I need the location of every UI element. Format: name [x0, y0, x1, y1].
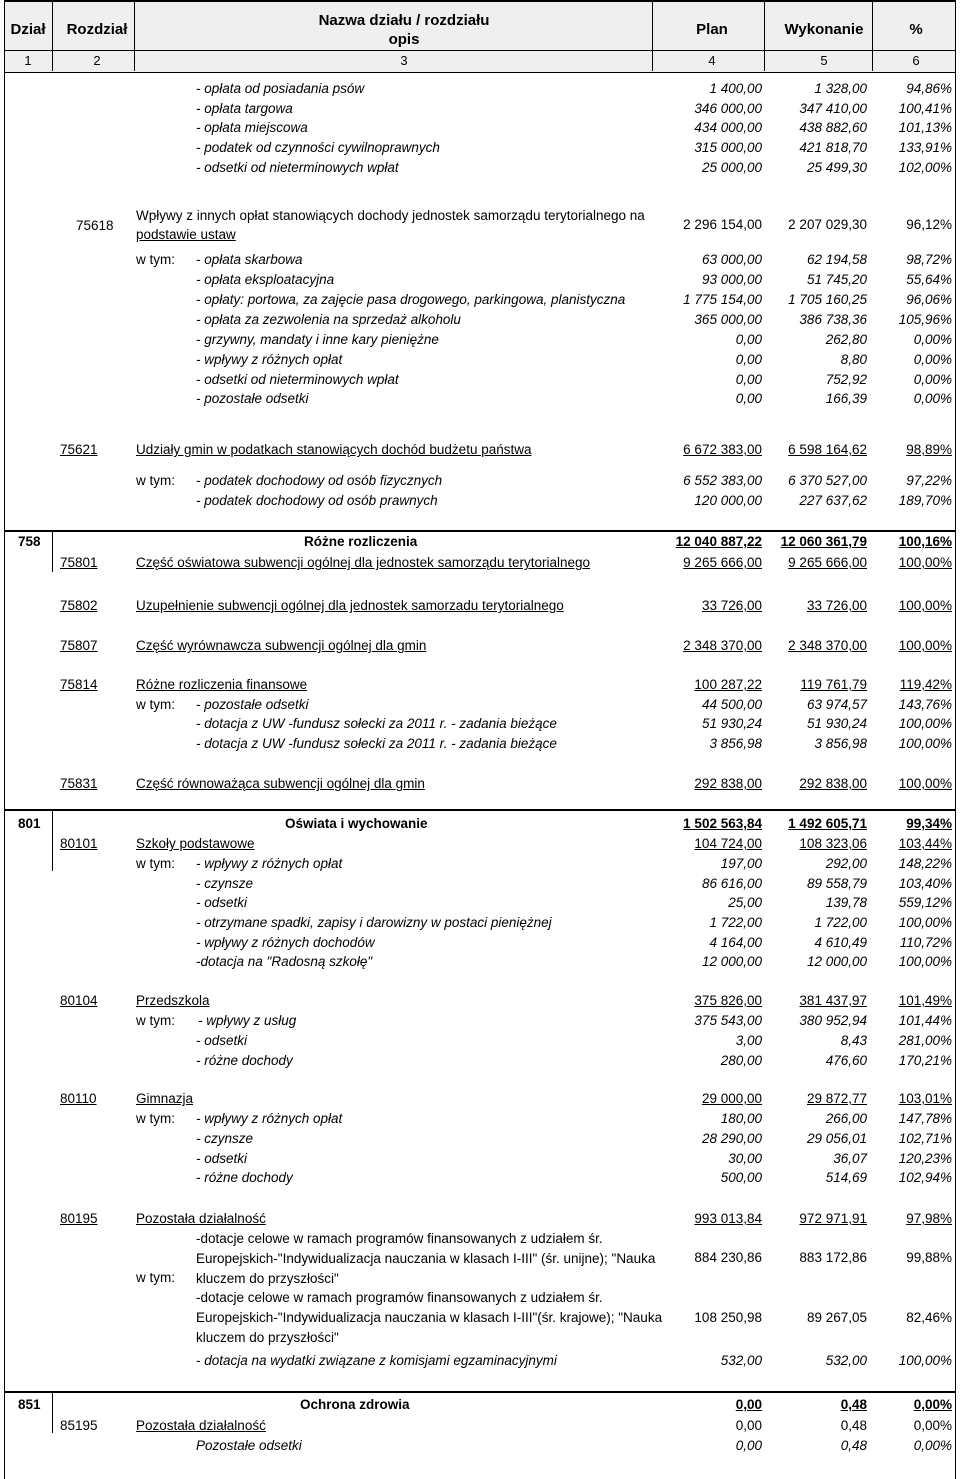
item-description: - wpływy z różnych opłat [196, 352, 343, 367]
percent-value: 98,89% [906, 442, 952, 457]
col-num-6: 6 [912, 53, 920, 68]
percent-value: 96,06% [906, 292, 952, 307]
section-title: Różne rozliczenia [304, 534, 418, 549]
wykonanie-value: 12 060 361,79 [780, 534, 867, 549]
chapter-title: Część wyrównawcza subwencji ogólnej dla gmin [136, 638, 427, 653]
percent-value: 100,00% [898, 638, 952, 653]
percent-value: 55,64% [906, 272, 952, 287]
percent-value: 103,01% [898, 1091, 952, 1106]
item-description: - odsetki [196, 1033, 248, 1048]
wykonanie-value: 0,48 [840, 1438, 867, 1453]
percent-value: 99,88% [906, 1250, 952, 1265]
wykonanie-value: 752,92 [825, 372, 867, 387]
item-description: - odsetki [196, 1151, 248, 1166]
percent-value: 147,78% [898, 1111, 952, 1126]
wykonanie-value: 166,39 [825, 391, 867, 406]
plan-value: 4 164,00 [709, 935, 762, 950]
percent-value: 97,98% [906, 1211, 952, 1226]
wykonanie-value: 438 882,60 [799, 120, 867, 135]
percent-value: 100,00% [898, 954, 952, 969]
chapter-code: 80195 [60, 1211, 98, 1226]
wykonanie-value: 63 974,57 [806, 697, 867, 712]
percent-value: 98,72% [906, 252, 952, 267]
w-tym-label: w tym: [136, 1111, 175, 1126]
header-pct: % [909, 21, 923, 38]
grid-line [764, 0, 765, 71]
section-divider [4, 1391, 956, 1393]
chapter-code: 75621 [60, 442, 98, 457]
wykonanie-value: 51 745,20 [806, 272, 867, 287]
chapter-code: 80110 [60, 1091, 97, 1106]
wykonanie-value: 386 738,36 [799, 312, 867, 327]
chapter-code: 75807 [60, 638, 98, 653]
plan-value: 2 296 154,00 [683, 217, 762, 232]
grid-line [52, 811, 53, 871]
percent-value: 101,44% [898, 1013, 952, 1028]
percent-value: 0,00% [913, 372, 952, 387]
percent-value: 143,76% [898, 697, 952, 712]
percent-value: 119,42% [899, 677, 952, 692]
plan-value: 12 040 887,22 [675, 534, 762, 549]
plan-value: 197,00 [720, 856, 762, 871]
item-description: - grzywny, mandaty i inne kary pieniężne [196, 332, 439, 347]
percent-value: 100,00% [898, 598, 952, 613]
plan-value: 346 000,00 [694, 101, 762, 116]
plan-value: 86 616,00 [701, 876, 762, 891]
header-plan: Plan [696, 21, 728, 38]
section-code: 758 [18, 534, 41, 549]
wykonanie-value: 380 952,94 [799, 1013, 867, 1028]
plan-value: 93 000,00 [701, 272, 762, 287]
plan-value: 884 230,86 [694, 1250, 762, 1265]
plan-value: 0,00 [735, 1397, 762, 1412]
plan-value: 30,00 [728, 1151, 762, 1166]
w-tym-label: w tym: [136, 856, 175, 871]
wykonanie-value: 12 000,00 [806, 954, 867, 969]
item-description: - opłata eksploatacyjna [196, 272, 335, 287]
percent-value: 102,94% [898, 1170, 952, 1185]
chapter-title: Przedszkola [136, 993, 210, 1008]
item-description: - podatek dochodowy od osób fizycznych [196, 473, 443, 488]
grid-line [652, 0, 653, 71]
item-description-line1: -dotacje celowe w ramach programów finansowanych z udziałem śr. [196, 1231, 603, 1246]
chapter-code: 75618 [76, 218, 114, 233]
wykonanie-value: 227 637,62 [799, 493, 867, 508]
percent-value: 170,21% [898, 1053, 952, 1068]
grid-line [955, 0, 956, 1479]
plan-value: 315 000,00 [694, 140, 762, 155]
item-description: - czynsze [196, 1131, 254, 1146]
grid-line [52, 0, 53, 71]
w-tym-label: w tym: [136, 1013, 175, 1028]
plan-value: 375 543,00 [694, 1013, 762, 1028]
percent-value: 100,00% [898, 1353, 952, 1368]
wykonanie-value: 514,69 [825, 1170, 867, 1185]
item-description: - czynsze [196, 876, 254, 891]
chapter-title: Różne rozliczenia finansowe [136, 677, 308, 692]
section-code: 801 [18, 816, 41, 831]
wykonanie-value: 532,00 [825, 1353, 867, 1368]
wykonanie-value: 266,00 [825, 1111, 867, 1126]
plan-value: 2 348 370,00 [683, 638, 762, 653]
header-rozdzial: Rozdział [66, 21, 128, 38]
percent-value: 0,00% [913, 332, 952, 347]
percent-value: 99,34% [906, 816, 952, 831]
wykonanie-value: 29 872,77 [806, 1091, 867, 1106]
w-tym-label: w tym: [136, 1270, 175, 1285]
percent-value: 110,72% [899, 935, 952, 950]
item-description: - dotacja z UW -fundusz sołecki za 2011 r. - zadania bieżące [196, 716, 557, 731]
item-description: - opłata miejscowa [196, 120, 308, 135]
item-description-line3: kluczem do przyszłości" [196, 1271, 339, 1286]
header-divider [4, 50, 956, 51]
chapter-title: Pozostała działalność [136, 1211, 266, 1226]
wykonanie-value: 6 598 164,62 [788, 442, 867, 457]
item-description: - odsetki od nieterminowych wpłat [196, 372, 399, 387]
percent-value: 100,41% [898, 101, 952, 116]
percent-value: 559,12% [898, 895, 952, 910]
wykonanie-value: 292 838,00 [799, 776, 867, 791]
item-description: - różne dochody [196, 1170, 293, 1185]
plan-value: 33 726,00 [701, 598, 762, 613]
grid-line [872, 0, 873, 71]
plan-value: 108 250,98 [694, 1310, 762, 1325]
wykonanie-value: 262,80 [825, 332, 867, 347]
item-description: - wpływy z usług [198, 1013, 297, 1028]
plan-value: 104 724,00 [694, 836, 762, 851]
chapter-code: 75814 [60, 677, 98, 692]
item-description-line1: -dotacje celowe w ramach programów finansowanych z udziałem śr. [196, 1290, 603, 1305]
percent-value: 0,00% [913, 391, 952, 406]
col-num-1: 1 [24, 53, 32, 68]
wykonanie-value: 89 267,05 [806, 1310, 867, 1325]
section-title: Ochrona zdrowia [300, 1397, 410, 1412]
item-description: - wpływy z różnych opłat [196, 856, 343, 871]
item-description: - pozostałe odsetki [196, 391, 309, 406]
percent-value: 281,00% [898, 1033, 952, 1048]
item-description: - wpływy z różnych opłat [196, 1111, 343, 1126]
chapter-code: 85195 [60, 1418, 98, 1433]
chapter-title: Część oświatowa subwencji ogólnej dla jednostek samorządu terytorialnego [136, 555, 590, 570]
plan-value: 9 265 666,00 [683, 555, 762, 570]
item-description: - odsetki [196, 895, 248, 910]
wykonanie-value: 108 323,06 [799, 836, 867, 851]
header-nazwa-line2: opis [388, 31, 420, 48]
wykonanie-value: 25 499,30 [806, 160, 867, 175]
plan-value: 28 290,00 [701, 1131, 762, 1146]
percent-value: 105,96% [898, 312, 952, 327]
item-description: - odsetki od nieterminowych wpłat [196, 160, 399, 175]
grid-line [4, 0, 5, 1479]
plan-value: 280,00 [720, 1053, 762, 1068]
wykonanie-value: 139,78 [825, 895, 867, 910]
item-description-line2: Europejskich-"Indywidualizacja nauczania w klasach I-III" (śr. unijne); "Nauka [196, 1251, 656, 1266]
item-description: -dotacja na "Radosną szkołę" [196, 954, 373, 969]
chapter-title: Uzupełnienie subwencji ogólnej dla jednostek samorzadu terytorialnego [136, 598, 564, 613]
wykonanie-value: 2 348 370,00 [788, 638, 867, 653]
plan-value: 532,00 [720, 1353, 762, 1368]
wykonanie-value: 6 370 527,00 [788, 473, 867, 488]
col-num-3: 3 [400, 53, 408, 68]
percent-value: 100,00% [898, 555, 952, 570]
wykonanie-value: 381 437,97 [799, 993, 867, 1008]
item-description: - opłata od posiadania psów [196, 81, 365, 96]
wykonanie-value: 1 328,00 [814, 81, 867, 96]
section-divider [4, 809, 956, 811]
percent-value: 148,22% [898, 856, 952, 871]
percent-value: 100,16% [898, 534, 952, 549]
col-num-2: 2 [93, 53, 101, 68]
plan-value: 51 930,24 [701, 716, 762, 731]
wykonanie-value: 0,48 [840, 1397, 867, 1412]
wykonanie-value: 1 722,00 [814, 915, 867, 930]
wykonanie-value: 1 492 605,71 [788, 816, 867, 831]
percent-value: 100,00% [898, 736, 952, 751]
plan-value: 993 013,84 [694, 1211, 762, 1226]
item-description: - różne dochody [196, 1053, 293, 1068]
item-description: - otrzymane spadki, zapisy i darowizny w postaci pieniężnej [196, 915, 552, 930]
plan-value: 375 826,00 [694, 993, 762, 1008]
percent-value: 101,49% [898, 993, 952, 1008]
chapter-title: Gimnazja [136, 1091, 194, 1106]
plan-value: 1 722,00 [709, 915, 762, 930]
w-tym-label: w tym: [136, 697, 175, 712]
percent-value: 101,13% [898, 120, 952, 135]
section-title: Oświata i wychowanie [285, 816, 428, 831]
percent-value: 94,86% [906, 81, 952, 96]
plan-value: 0,00 [735, 1418, 762, 1433]
wykonanie-value: 119 761,79 [800, 677, 867, 692]
plan-value: 1 775 154,00 [683, 292, 762, 307]
plan-value: 1 502 563,84 [683, 816, 762, 831]
grid-line [134, 0, 135, 71]
item-description: Pozostałe odsetki [196, 1438, 302, 1453]
plan-value: 25,00 [728, 895, 762, 910]
section-divider [4, 530, 956, 532]
item-description: - opłata za zezwolenia na sprzedaż alkoholu [196, 312, 461, 327]
wykonanie-value: 9 265 666,00 [788, 555, 867, 570]
percent-value: 97,22% [906, 473, 952, 488]
percent-value: 0,00% [913, 1418, 952, 1433]
header-wykonanie: Wykonanie [784, 21, 864, 38]
percent-value: 96,12% [906, 217, 952, 232]
w-tym-label: w tym: [136, 473, 175, 488]
percent-value: 189,70% [898, 493, 952, 508]
col-num-5: 5 [820, 53, 828, 68]
percent-value: 133,91% [898, 140, 952, 155]
wykonanie-value: 29 056,01 [806, 1131, 867, 1146]
chapter-title: Pozostała działalność [136, 1418, 266, 1433]
plan-value: 25 000,00 [701, 160, 762, 175]
chapter-title-line2: podstawie ustaw [136, 227, 236, 242]
item-description: - dotacja na wydatki związane z komisjami egzaminacyjnymi [196, 1353, 557, 1368]
chapter-title: Część równoważąca subwencji ogólnej dla gmin [136, 776, 425, 791]
percent-value: 120,23% [898, 1151, 952, 1166]
chapter-code: 80104 [60, 993, 98, 1008]
plan-value: 6 672 383,00 [683, 442, 762, 457]
wykonanie-value: 2 207 029,30 [788, 217, 867, 232]
item-description: - podatek dochodowy od osób prawnych [196, 493, 438, 508]
chapter-code: 75801 [60, 555, 98, 570]
percent-value: 100,00% [898, 776, 952, 791]
wykonanie-value: 476,60 [825, 1053, 867, 1068]
wykonanie-value: 33 726,00 [806, 598, 867, 613]
wykonanie-value: 4 610,49 [814, 935, 867, 950]
percent-value: 103,40% [898, 876, 952, 891]
wykonanie-value: 8,43 [840, 1033, 867, 1048]
header-nazwa-line1: Nazwa działu / rozdziału [318, 12, 490, 29]
item-description: - opłata targowa [196, 101, 293, 116]
plan-value: 0,00 [735, 372, 762, 387]
wykonanie-value: 1 705 160,25 [788, 292, 867, 307]
wykonanie-value: 8,80 [840, 352, 867, 367]
chapter-code: 80101 [60, 836, 98, 851]
plan-value: 434 000,00 [694, 120, 762, 135]
wykonanie-value: 51 930,24 [806, 716, 867, 731]
chapter-code: 75831 [60, 776, 98, 791]
grid-line [52, 532, 53, 572]
col-num-4: 4 [708, 53, 716, 68]
wykonanie-value: 883 172,86 [799, 1250, 867, 1265]
grid-line [52, 1393, 53, 1433]
item-description: - opłata skarbowa [196, 252, 303, 267]
percent-value: 100,00% [898, 716, 952, 731]
wykonanie-value: 347 410,00 [799, 101, 867, 116]
w-tym-label: w tym: [136, 252, 175, 267]
chapter-title: Udziały gmin w podatkach stanowiących dochód budżetu państwa [136, 442, 532, 457]
item-description: - dotacja z UW -fundusz sołecki za 2011 r. - zadania bieżące [196, 736, 557, 751]
wykonanie-value: 3 856,98 [814, 736, 867, 751]
item-description: - podatek od czynności cywilnoprawnych [196, 140, 440, 155]
plan-value: 3 856,98 [709, 736, 762, 751]
plan-value: 3,00 [735, 1033, 762, 1048]
plan-value: 12 000,00 [701, 954, 762, 969]
header-nazwa [194, 11, 614, 49]
plan-value: 100 287,22 [694, 677, 762, 692]
percent-value: 0,00% [913, 1438, 952, 1453]
item-description: - wpływy z różnych dochodów [196, 935, 375, 950]
wykonanie-value: 292,00 [825, 856, 867, 871]
wykonanie-value: 62 194,58 [806, 252, 867, 267]
table-header [4, 0, 956, 73]
item-description-line3: kluczem do przyszłości" [196, 1330, 339, 1345]
wykonanie-value: 89 558,79 [806, 876, 867, 891]
percent-value: 102,71% [898, 1131, 952, 1146]
plan-value: 44 500,00 [701, 697, 762, 712]
wykonanie-value: 36,07 [833, 1151, 867, 1166]
chapter-title-line1: Wpływy z innych opłat stanowiących dochody jednostek samorządu terytorialnego na [136, 208, 645, 223]
wykonanie-value: 972 971,91 [799, 1211, 867, 1226]
plan-value: 0,00 [735, 352, 762, 367]
plan-value: 29 000,00 [701, 1091, 762, 1106]
wykonanie-value: 0,48 [840, 1418, 867, 1433]
plan-value: 180,00 [720, 1111, 762, 1126]
plan-value: 6 552 383,00 [683, 473, 762, 488]
percent-value: 82,46% [906, 1310, 952, 1325]
section-code: 851 [18, 1397, 41, 1412]
percent-value: 103,44% [898, 836, 952, 851]
wykonanie-value: 421 818,70 [799, 140, 867, 155]
item-description: - pozostałe odsetki [196, 697, 309, 712]
percent-value: 102,00% [898, 160, 952, 175]
chapter-title: Szkoły podstawowe [136, 836, 255, 851]
plan-value: 63 000,00 [701, 252, 762, 267]
percent-value: 0,00% [913, 1397, 952, 1412]
plan-value: 0,00 [735, 332, 762, 347]
header-dzial: Dział [10, 21, 46, 38]
plan-value: 365 000,00 [694, 312, 762, 327]
plan-value: 0,00 [735, 391, 762, 406]
chapter-code: 75802 [60, 598, 98, 613]
plan-value: 1 400,00 [709, 81, 762, 96]
plan-value: 0,00 [735, 1438, 762, 1453]
percent-value: 0,00% [913, 352, 952, 367]
plan-value: 500,00 [720, 1170, 762, 1185]
item-description-line2: Europejskich-"Indywidualizacja nauczania w klasach I-III"(śr. krajowe); "Nauka [196, 1310, 663, 1325]
plan-value: 120 000,00 [694, 493, 762, 508]
percent-value: 100,00% [898, 915, 952, 930]
item-description: - opłaty: portowa, za zajęcie pasa drogowego, parkingowa, planistyczna [196, 292, 626, 307]
plan-value: 292 838,00 [694, 776, 762, 791]
